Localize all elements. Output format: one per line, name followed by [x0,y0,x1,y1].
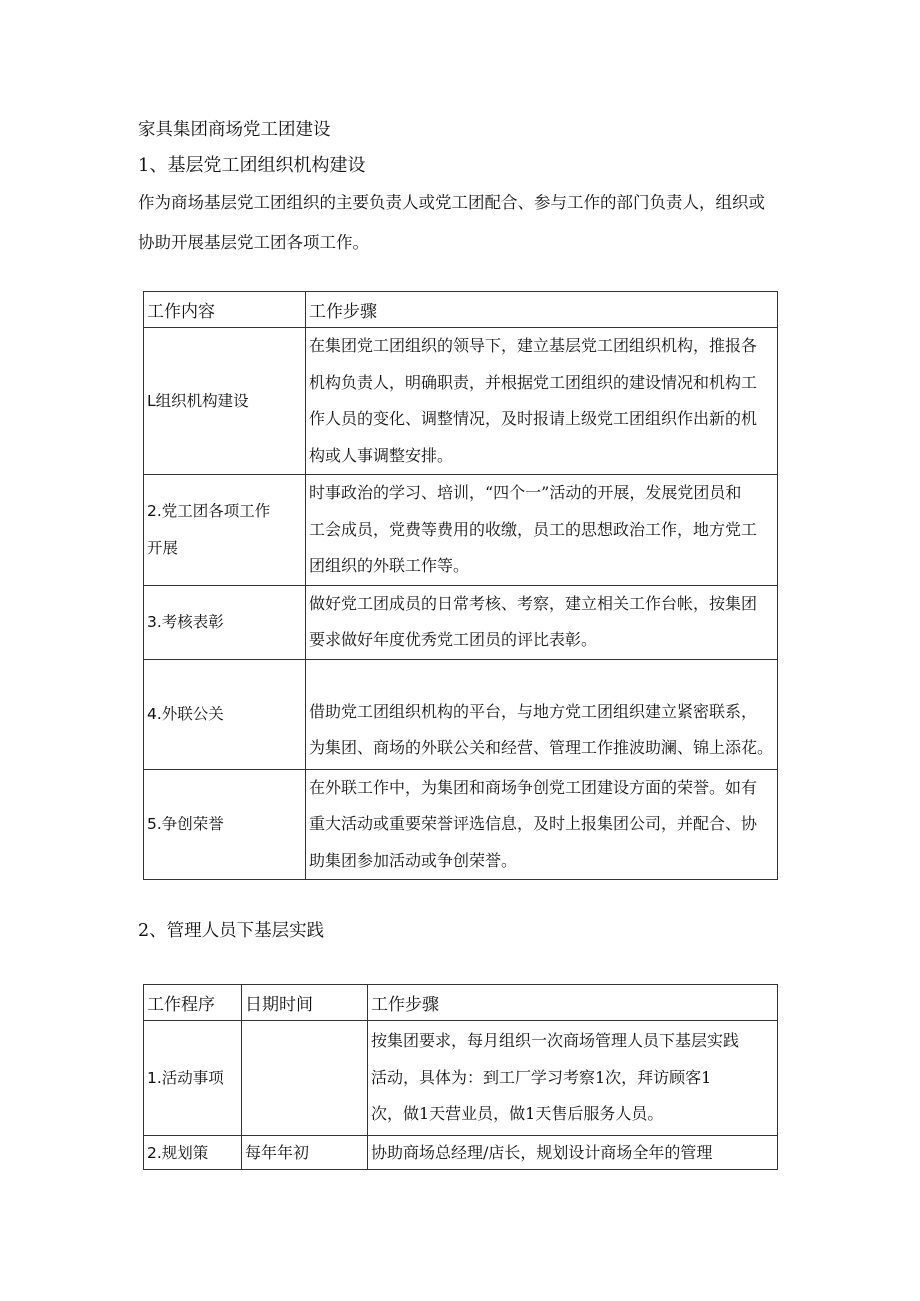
cell-text: 团组织的外联工作等。 [309,556,470,575]
cell-text: 5.争创荣誉 [147,815,224,833]
work-item-cell [144,659,306,769]
work-item-cell [144,475,306,586]
table-header-row [144,292,778,328]
procedure-cell: 1.活动事项 [144,1021,242,1136]
table-row [144,475,778,586]
work-item-cell [144,769,306,880]
date-cell [242,1021,368,1136]
practice-steps-cell [368,1021,778,1136]
cell-text: 作人员的变化、调整情况，及时报请上级党工团组织作出新的机 [309,409,758,428]
table-row [144,659,778,769]
section2-heading: 2、管理人员下基层实践 [138,921,325,941]
cell-text: 时事政治的学习、培训，“四个一”活动的开展，发展党团员和 [309,483,742,502]
table-header-cell: 工作内容 [144,292,306,328]
work-steps-cell [306,328,778,475]
work-steps-cell [306,585,778,659]
cell-text: 做好党工团成员的日常考核、考察，建立相关工作台帐，按集团 [309,593,758,613]
cell-text: 4.外联公关 [147,704,224,723]
table-header-cell: 工作步骤 [368,985,778,1021]
org-structure-table [143,291,778,880]
table-header-row [144,985,778,1021]
cell-text: 按集团要求，每月组织一次商场管理人员下基层实践 [371,1031,740,1051]
section1-intro-line1: 作为商场基层党工团组织的主要负责人或党工团配合、参与工作的部门负责人，组织或 [138,193,765,212]
work-steps-cell [306,659,778,769]
work-steps-cell [306,475,778,586]
cell-text: 借助党工团组织机构的平台，与地方党工团组织建立紧密联系， [309,701,758,721]
cell-text: 重大活动或重要荣誉评选信息，及时上报集团公司，并配合、协 [309,814,758,833]
cell-text: 2.党工团各项工作 [147,502,271,521]
document-title: 家具集团商场党工团建设 [138,120,331,140]
practice-steps-cell [368,1136,778,1170]
table-row [144,1136,778,1170]
cell-text: 次，做1天营业员，做1天售后服务人员。 [371,1104,664,1124]
cell-text: 助集团参加活动或争创荣誉。 [309,850,518,870]
cell-text: 活动，具体为：到工厂学习考察1次，拜访顾客1 [371,1067,712,1087]
date-cell: 每年年初 [242,1136,368,1170]
cell-text: 构或人事调整安排。 [309,445,454,465]
cell-text: 为集团、商场的外联公关和经营、管理工作推波助澜、锦上添花。 [309,738,774,757]
table-row [144,585,778,659]
cell-text: 在集团党工团组织的领导下，建立基层党工团组织机构，推报各 [309,336,758,355]
cell-text: 3.考核表彰 [147,612,224,631]
section1-heading: 1、基层党工团组织机构建设 [138,155,366,176]
cell-text: 协助商场总经理/店长，规划设计商场全年的管理 [371,1142,713,1162]
table-row [144,328,778,475]
table-row [144,769,778,880]
procedure-cell: 2.规划策 [144,1136,242,1170]
cell-text: 要求做好年度优秀党工团员的评比表彰。 [309,630,598,649]
table-row [144,1021,778,1136]
work-steps-cell [306,769,778,880]
practice-table [143,984,778,1170]
work-item-cell [144,328,306,475]
cell-text: L组织机构建设 [147,391,249,410]
table-header-cell: 工作步骤 [306,292,778,328]
cell-text: 开展 [147,538,179,557]
table-header-cell: 日期时间 [242,985,368,1021]
table-header-cell: 工作程序 [144,985,242,1021]
cell-text: 工会成员，党费等费用的收缴，员工的思想政治工作，地方党工 [309,519,758,539]
section1-intro-line2: 协助开展基层党工团各项工作。 [138,233,369,252]
cell-text: 在外联工作中，为集团和商场争创党工团建设方面的荣誉。如有 [309,777,758,797]
work-item-cell [144,585,306,659]
cell-text: 机构负责人，明确职责，并根据党工团组织的建设情况和机构工 [309,372,758,392]
